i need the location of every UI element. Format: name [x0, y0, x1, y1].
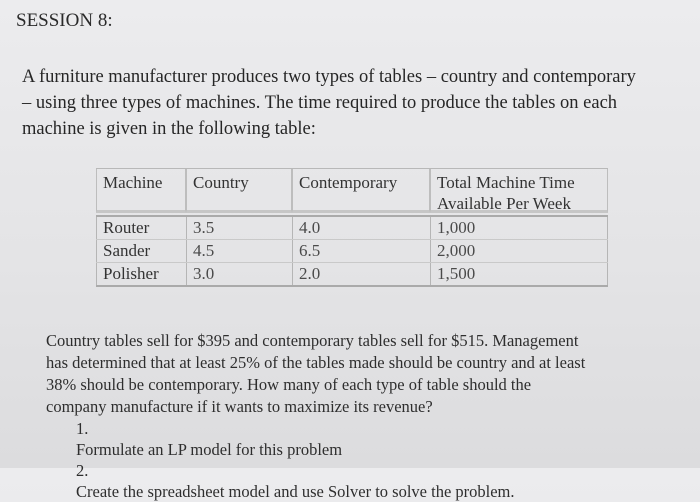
table-body [96, 215, 608, 287]
cell-total: 2,000 [430, 240, 608, 262]
question-line: has determined that at least 25% of the tables made should be country and at least [46, 353, 586, 372]
task-text: Formulate an LP model for this problem [76, 440, 343, 459]
header-total-time [430, 169, 608, 213]
list-item [76, 418, 686, 460]
task-number: 2. [76, 461, 89, 480]
header-total-line1: Total Machine Time [437, 173, 575, 192]
cell-machine: Sander [96, 240, 186, 262]
cell-contemporary: 2.0 [292, 263, 430, 285]
intro-line: A furniture manufacturer produces two types of tables – country and contemporary [22, 67, 636, 87]
question-line: 38% should be contemporary. How many of each type of table should the [46, 375, 532, 394]
cell-contemporary: 4.0 [292, 217, 430, 239]
intro-line: machine is given in the following table: [22, 119, 316, 139]
cell-country: 4.5 [186, 240, 292, 262]
task-text: Create the spreadsheet model and use Solver to solve the problem. [76, 482, 515, 501]
problem-question [46, 330, 686, 502]
header-machine: Machine [96, 169, 186, 213]
question-line: Country tables sell for $395 and contemporary tables sell for $515. Management [46, 331, 579, 350]
cell-total: 1,000 [430, 217, 608, 239]
header-total-line2: Available Per Week [437, 194, 571, 213]
cell-contemporary: 6.5 [292, 240, 430, 262]
cell-total: 1,500 [430, 263, 608, 285]
table-row [96, 263, 608, 285]
cell-machine: Router [96, 217, 186, 239]
table-row [96, 217, 608, 240]
intro-line: – using three types of machines. The time required to produce the tables on each [22, 93, 618, 113]
problem-intro [22, 64, 690, 142]
table-header [96, 168, 608, 213]
task-number: 1. [76, 419, 89, 438]
header-contemporary: Contemporary [292, 169, 430, 213]
cell-country: 3.5 [186, 217, 292, 239]
cell-machine: Polisher [96, 263, 186, 285]
header-country: Country [186, 169, 292, 213]
question-line: company manufacture if it wants to maximize its revenue? [46, 397, 433, 416]
task-list [46, 418, 686, 502]
list-item [76, 460, 686, 502]
session-title: SESSION 8: [16, 10, 113, 31]
machine-time-table [96, 168, 608, 287]
table-row [96, 240, 608, 263]
cell-country: 3.0 [186, 263, 292, 285]
